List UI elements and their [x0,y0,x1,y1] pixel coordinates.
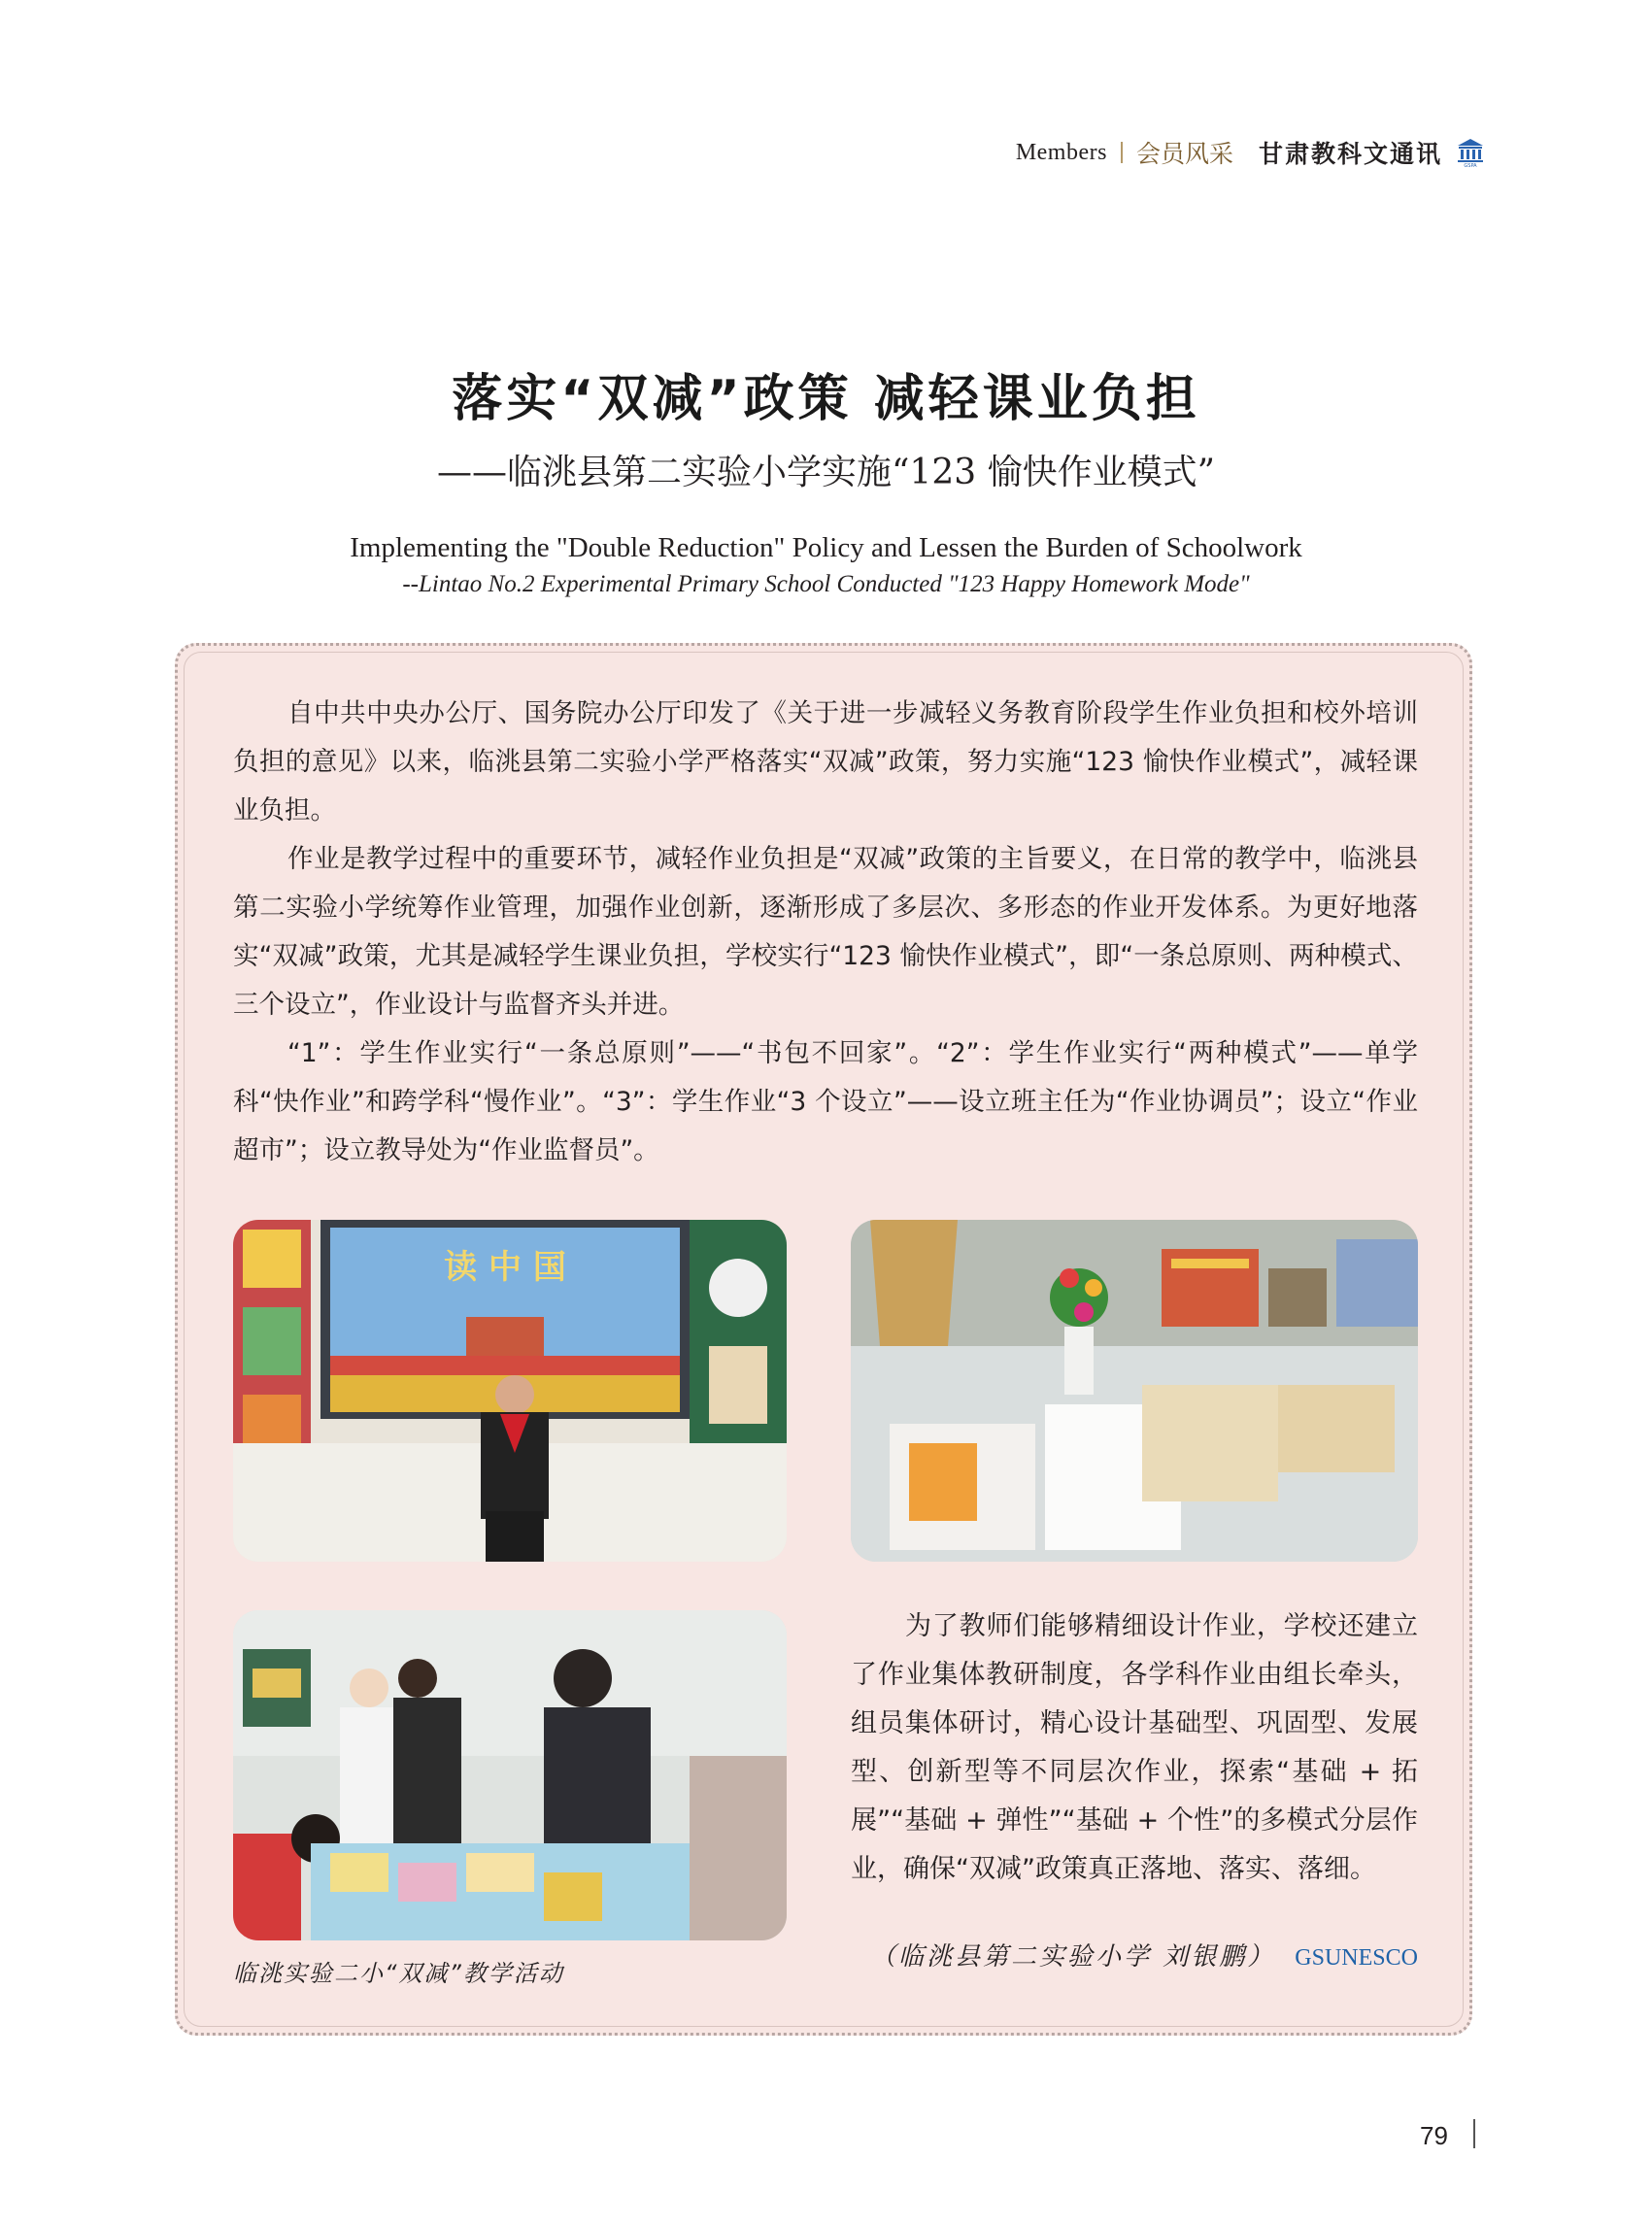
header-divider [1121,142,1123,163]
body-paragraph: 作业是教学过程中的重要环节，减轻作业负担是“双减”政策的主旨要义，在日常的教学中，临洮县第二实验小学统筹作业管理，加强作业创新，逐渐形成了多层次、多形态的作业开发体系。为更好地落实“双减”政策，尤其是减轻学生课业负担，学校实行“123 愉快作业模式”，即“一条总原则、两种模式、三个设立”，作业设计与监督齐头并进。 [233,844,1418,1020]
article-body [233,690,1418,1175]
article-title: 落实“双减”政策 减轻课业负担 [452,370,1200,428]
photo-caption: 临洮实验二小“双减”教学活动 [233,1960,564,1987]
magazine-logo-icon [1456,137,1485,168]
side-text [851,1602,1418,1894]
side-paragraph: 为了教师们能够精细设计作业，学校还建立了作业集体教研制度，各学科作业由组长牵头，组员集体研讨，精心设计基础型、巩固型、发展型、创新型等不同层次作业，探索“基础 + 拓展”“基础 + 弹性”“基础 + 个性”的多模式分层作业，确保“双减”政策真正落地、落实、落细。 [851,1611,1418,1884]
photo-student-reading [233,1220,787,1562]
photo-teachers-review [233,1610,787,1940]
body-paragraph: 自中共中央办公厅、国务院办公厅印发了《关于进一步减轻义务教育阶段学生作业负担和校外培训负担的意见》以来，临洮县第二实验小学严格落实“双减”政策，努力实施“123 愉快作业模式”，减轻课业负担。 [233,698,1418,826]
author-tag: GSUNESCO [1295,1945,1418,1971]
magazine-name: 甘肃教科文通讯 [1258,140,1442,168]
page-number-divider [1473,2119,1475,2148]
logo-lettering: GSPA [1464,163,1477,168]
author-line [866,1937,1418,1972]
page-number: 79 [1420,2121,1448,2150]
section-label-cn: 会员风采 [1135,140,1233,168]
photo-screen-text: 读 中 国 [444,1248,566,1287]
article-title-en: Implementing the "Double Reduction" Policy and Lessen the Burden of Schoolwork [350,532,1302,563]
author-name: （临洮县第二实验小学 刘银鹏） [870,1942,1276,1972]
running-header [1016,136,1485,169]
body-paragraph: “1”：学生作业实行“一条总原则”——“书包不回家”。“2”：学生作业实行“两种模式”——单学科“快作业”和跨学科“慢作业”。“3”：学生作业“3 个设立”——设立班主任为“作业协调员”；设立“作业超市”；设立教导处为“作业监督员”。 [233,1038,1418,1165]
photo-student-works [851,1220,1418,1562]
section-label-en: Members [1015,139,1107,165]
article-subtitle: ——临洮县第二实验小学实施“123 愉快作业模式” [437,453,1215,492]
article-subtitle-en: --Lintao No.2 Experimental Primary School Conducted "123 Happy Homework Mode" [402,571,1250,597]
